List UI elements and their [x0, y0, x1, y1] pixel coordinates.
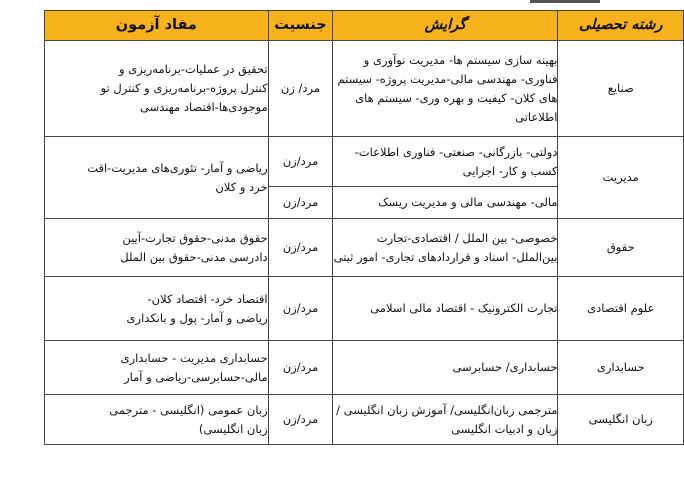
specialization-line: خصوصی- بین الملل / اقتصادی-تجارت	[376, 230, 558, 245]
specialization-line: فناوری- مهندسی مالی-مدیریت پروژه- سیستم	[337, 71, 558, 86]
subjects-line: زبان عمومی (انگلیسی - مترجمی	[109, 402, 268, 417]
table-row	[45, 41, 684, 137]
subjects-cell	[45, 341, 269, 395]
gender-cell: مرد/زن	[268, 341, 333, 395]
gender-cell: مرد/زن	[268, 137, 333, 187]
subjects-line: دادرسی مدنی-حقوق بین الملل	[120, 249, 268, 264]
header-field: رشته تحصیلی	[558, 11, 684, 41]
header-specialization: گرایش	[333, 11, 558, 41]
subjects-line: موجودی‌ها-اقتصاد مهندسی	[140, 100, 268, 114]
gender-cell: مرد/زن	[268, 277, 333, 341]
subjects-line: تحقیق در عملیات-برنامه‌ریزی و	[118, 62, 268, 76]
header-row	[45, 11, 684, 41]
subjects-cell	[45, 41, 269, 137]
subjects-cell	[45, 137, 269, 219]
table-row	[45, 137, 684, 187]
top-rule-mark	[530, 0, 600, 3]
specialization-cell	[333, 277, 558, 341]
table-row	[45, 395, 684, 445]
specialization-cell	[333, 219, 558, 277]
top-rule	[0, 0, 640, 6]
header-gender: جنسیت	[268, 11, 333, 41]
subjects-line: اقتصاد خرد- اقتصاد کلان-	[147, 291, 268, 306]
field-cell: صنایع	[558, 41, 684, 137]
specialization-cell	[333, 41, 558, 137]
table-row	[45, 219, 684, 277]
gender-cell: مرد/زن	[268, 395, 333, 445]
subjects-line: ریاضی و آمار- پول و بانکداری	[126, 310, 268, 325]
specialization-line: بهینه سازی سیستم ها- مدیریت نوآوری و	[363, 52, 558, 67]
specialization-cell	[333, 137, 558, 187]
subjects-line: زبان انگلیسی)	[198, 421, 268, 436]
subjects-cell	[45, 219, 269, 277]
subjects-cell	[45, 395, 269, 445]
subjects-line: کنترل پروژه-برنامه‌ریزی و کنترل تو	[100, 81, 268, 95]
specialization-line: تجارت الکترونیک - اقتصاد مالی اسلامی	[370, 301, 558, 315]
field-cell: علوم اقتصادی	[558, 277, 684, 341]
subjects-line: مالی-حسابرسی-ریاضی و آمار	[124, 369, 268, 384]
header-subjects: مفاد آزمون	[45, 11, 269, 41]
subjects-line: حقوق مدنی-حقوق تجارت-آیین	[122, 230, 268, 245]
field-cell: حقوق	[558, 219, 684, 277]
specialization-line: مالی- مهندسی مالی و مدیریت ریسک	[378, 195, 558, 209]
specialization-cell	[333, 395, 558, 445]
field-cell: مدیریت	[558, 137, 684, 219]
specialization-line: مترجمی زبان‌انگلیسی/ آموزش زبان انگلیسی /	[336, 402, 558, 417]
specialization-line: های کلان- کیفیت و بهره وری- سیستم های	[355, 90, 558, 105]
table-row	[45, 277, 684, 341]
specialization-cell	[333, 341, 558, 395]
gender-cell: مرد/زن	[268, 187, 333, 219]
gender-cell: مرد/ زن	[268, 41, 333, 137]
subjects-cell	[45, 277, 269, 341]
field-cell: حسابداری	[558, 341, 684, 395]
table-row	[45, 341, 684, 395]
specialization-line: اطلاعاتی	[515, 109, 558, 124]
subjects-line: حسابداری مدیریت - حسابداری	[120, 350, 268, 365]
subjects-line: خرد و کلان	[215, 179, 268, 194]
specialization-line: زبان و ادبیات انگلیسی	[451, 421, 558, 436]
specialization-cell	[333, 187, 558, 219]
subjects-line: ریاضی و آمار- تئوری‌های مدیریت-اقت	[87, 160, 268, 175]
specialization-line: حسابداری/ حسابرسی	[452, 360, 558, 374]
gender-cell: مرد/زن	[268, 219, 333, 277]
exam-table	[44, 10, 684, 445]
specialization-line: بین‌الملل- اسناد و قراردادهای تجاری- امور ثبتی	[333, 249, 558, 264]
specialization-line: کسب و کار- اجرایی	[462, 163, 558, 178]
field-cell: زبان انگلیسی	[558, 395, 684, 445]
specialization-line: دولتی- بازرگانی- صنعتی- فناوری اطلاعات-	[354, 144, 558, 159]
